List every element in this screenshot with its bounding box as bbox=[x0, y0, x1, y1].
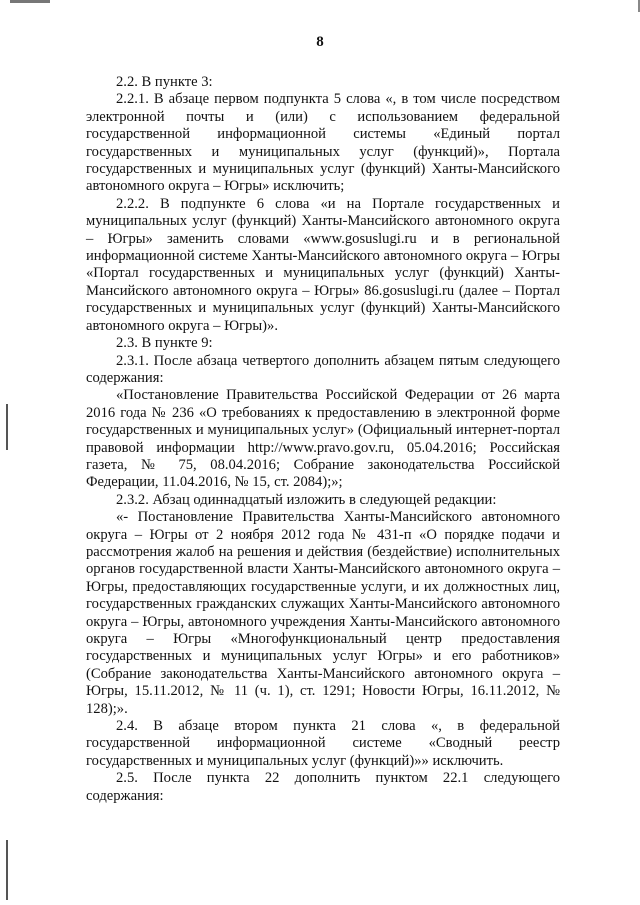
paragraph-2-4: 2.4. В абзаце втором пункта 21 слова «, в федеральной государственной информационной системе «Сводный реестр государственных и муниципальных услуг (функций)»» исключить. bbox=[86, 718, 560, 769]
paragraph-2-2: 2.2. В пункте 3: bbox=[116, 74, 213, 90]
paragraph-quote-decree-431: «- Постановление Правительства Ханты-Мансийского автономного округа – Югры от 2 ноября 2012 года № 431-п «О порядке подачи и рассмотрения жалоб на решения и действия (бездействие) исполнительных органов государственной власти Ханты-Мансийского автономного округа – Югры, предоставляющих государственные услуги, и их должностных лиц, государственных гражданских служащих Ханты-Мансийского автономного округа – Югры, автономного учреждения Ханты-Мансийского автономного округа – Югры «Многофункциональный центр предоставления государственных и муниципальных услуг Югры» и его работников» (Собрание законодательства Ханты-Мансийского автономного округа – Югры, 15.11.2012, № 11 (ч. 1), ст. 1291; Новости Югры, 16.11.2012, № 128);». bbox=[86, 509, 560, 717]
scan-artifact-top bbox=[10, 0, 50, 3]
scan-artifact-left-lower bbox=[6, 840, 8, 900]
paragraph-2-3-2: 2.3.2. Абзац одиннадцатый изложить в следующей редакции: bbox=[116, 491, 497, 508]
paragraph-2-3-1: 2.3.1. После абзаца четвертого дополнить абзацем пятым следующего содержания: bbox=[86, 352, 560, 386]
scan-artifact-left-upper bbox=[6, 404, 8, 450]
paragraph-2-3: 2.3. В пункте 9: bbox=[116, 335, 213, 352]
paragraph-quote-decree-236: «Постановление Правительства Российской Федерации от 26 марта 2016 года № 236 «О требованиях к предоставлению в электронной форме государственных и муниципальных услуг» (Официальный интернет-портал правовой информации http://www.pravo.gov.ru, 05.04.2016; Российская газета, № 75, 08.04.2016; Собрание законодательства Российской Федерации, 11.04.2016, № 15, ст. 2084);»; bbox=[86, 387, 560, 491]
paragraph-2-2-2: 2.2.2. В подпункте 6 слова «и на Портале государственных и муниципальных услуг (функций) Ханты-Мансийского автономного округа – Югры» заменить словами «www.gosuslugi.ru и в региональной информационной системе Ханты-Мансийского автономного округа – Югры «Портал государственных и муниципальных услуг (функций) Ханты-Мансийского автономного округа – Югры» 86.gosuslugi.ru (далее – Портал государственных и муниципальных услуг (функций) Ханты-Мансийского автономного округа – Югры)». bbox=[86, 195, 560, 334]
document-body bbox=[86, 74, 560, 805]
page-number: 8 bbox=[316, 34, 324, 50]
paragraph-2-5: 2.5. После пункта 22 дополнить пунктом 22.1 следующего содержания: bbox=[86, 770, 560, 804]
paragraph-2-2-1: 2.2.1. В абзаце первом подпункта 5 слова «, в том числе посредством электронной почты и (или) с использованием федеральной государственной информационной системы «Единый портал государственных и муниципальных услуг (функций)», Портала государственных и муниципальных услуг (функций) Ханты-Мансийского автономного округа – Югры» исключить; bbox=[86, 91, 560, 195]
